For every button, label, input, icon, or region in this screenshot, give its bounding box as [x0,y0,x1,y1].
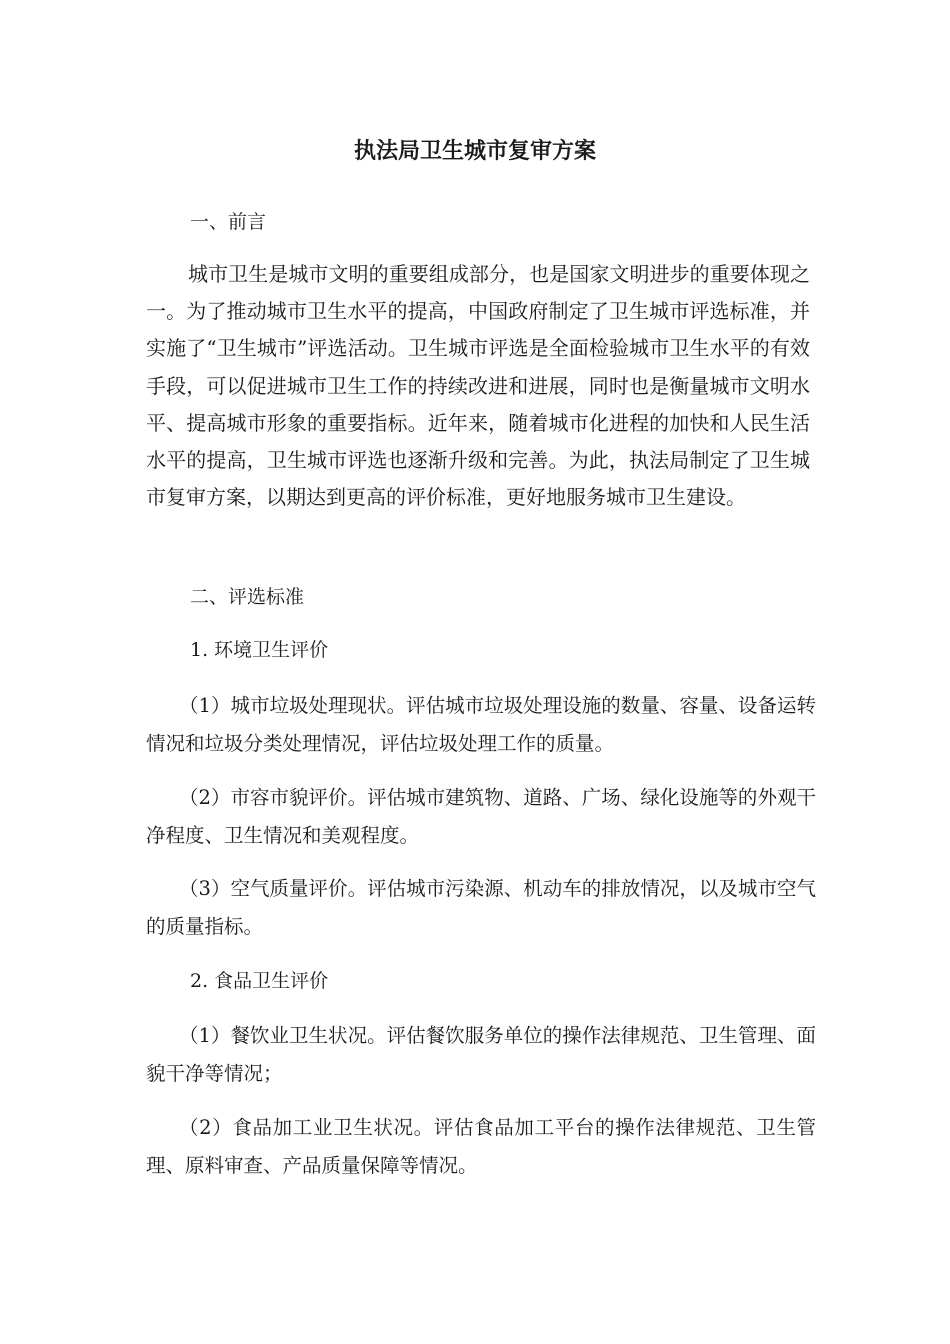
section-heading-preface: 一、前言 [190,211,267,233]
food-item-catering: （1）餐饮业卫生状况。评估餐饮服务单位的操作法律规范、卫生管理、面貌干净等情况； [146,1024,816,1085]
section-heading-criteria: 二、评选标准 [190,586,305,608]
preface-paragraph: 城市卫生是城市文明的重要组成部分，也是国家文明进步的重要体现之一。为了推动城市卫生水平的提高，中国政府制定了卫生城市评选标准，并实施了“卫生城市”评选活动。卫生城市评选是全面检验城市卫生水平的有效手段，可以促进城市卫生工作的持续改进和进展，同时也是衡量城市文明水平、提高城市形象的重要指标。近年来，随着城市化进程的加快和人民生活水平的提高，卫生城市评选也逐渐升级和完善。为此，执法局制定了卫生城市复审方案，以期达到更高的评价标准，更好地服务城市卫生建设。 [146,262,810,510]
environment-item-cityscape: （2）市容市貌评价。评估城市建筑物、道路、广场、绿化设施等的外观干净程度、卫生情况和美观程度。 [146,786,816,847]
food-item-processing: （2）食品加工业卫生状况。评估食品加工平台的操作法律规范、卫生管理、原料审查、产品质量保障等情况。 [146,1116,816,1177]
subsection-heading-food: 2. 食品卫生评价 [190,970,329,992]
environment-item-air: （3）空气质量评价。评估城市污染源、机动车的排放情况，以及城市空气的质量指标。 [146,877,816,938]
document-title: 执法局卫生城市复审方案 [353,139,596,164]
subsection-heading-environment: 1. 环境卫生评价 [190,639,329,661]
environment-item-garbage: （1）城市垃圾处理现状。评估城市垃圾处理设施的数量、容量、设备运转情况和垃圾分类处理情况，评估垃圾处理工作的质量。 [146,694,816,755]
